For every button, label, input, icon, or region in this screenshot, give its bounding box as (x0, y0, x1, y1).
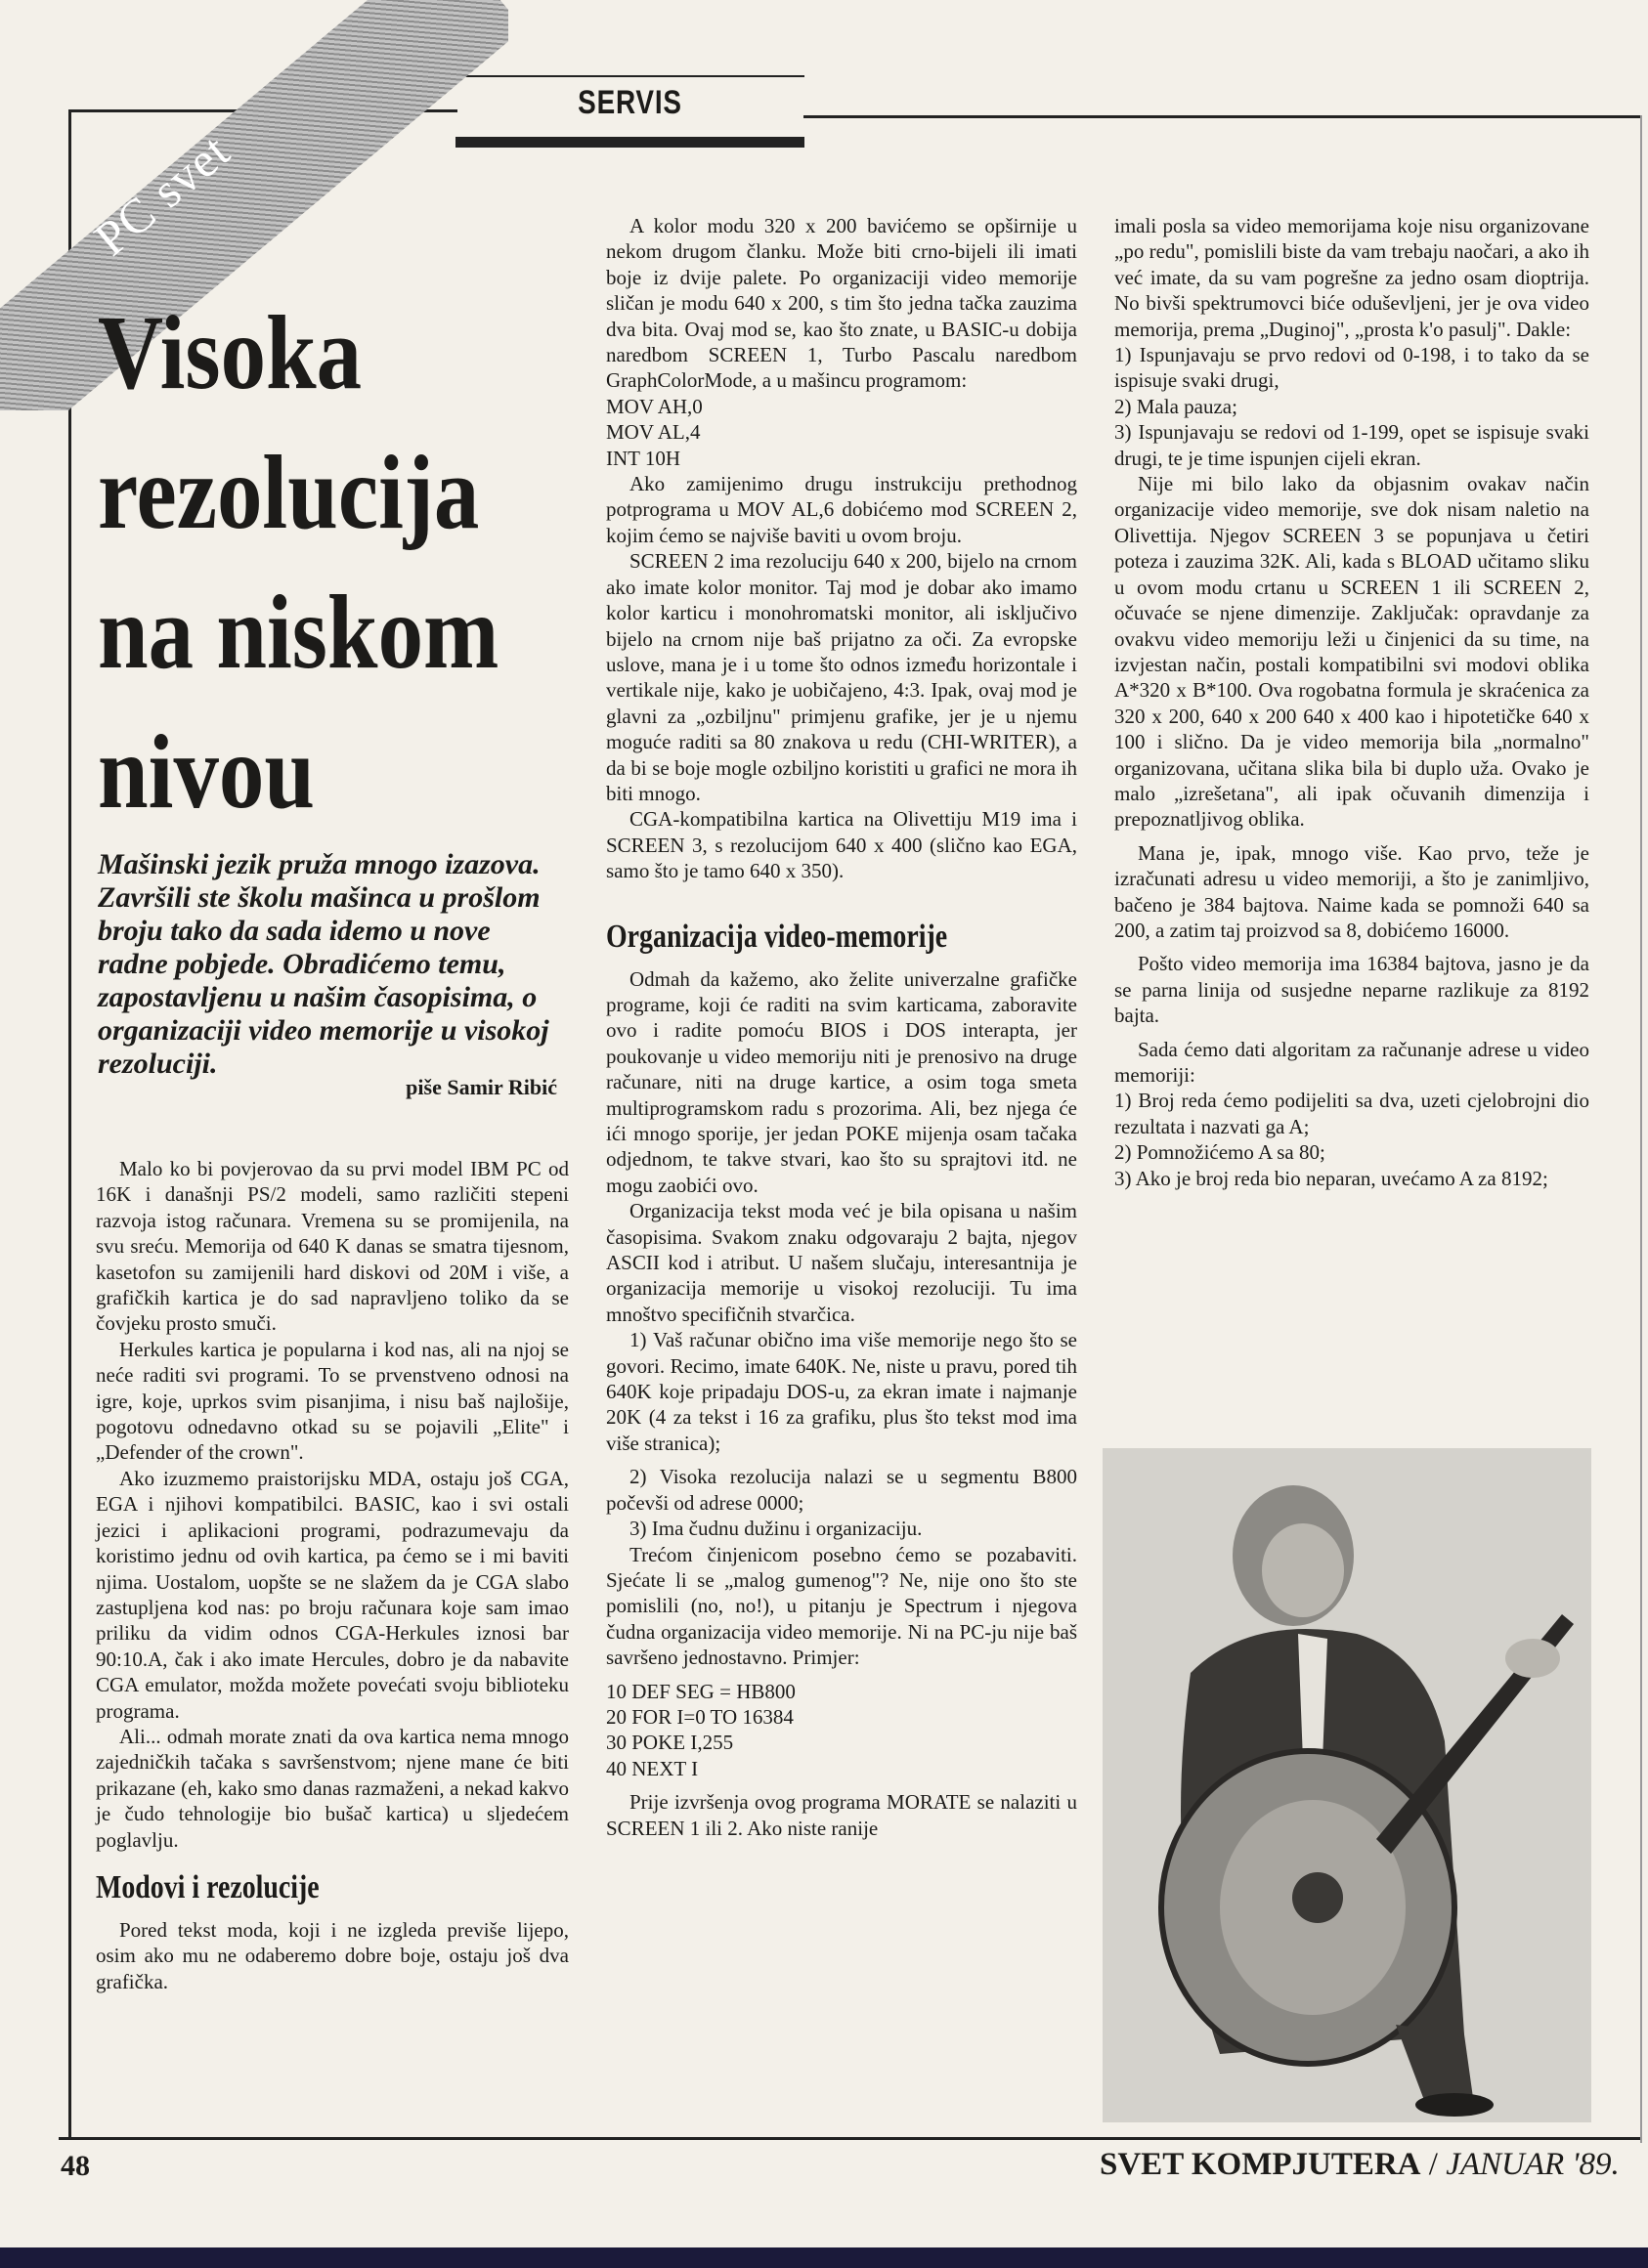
page-number: 48 (61, 2150, 90, 2182)
list-item: 1) Ispunjavaju se prvo redovi od 0-198, i to tako da se ispisuje svaki drugi, (1114, 343, 1589, 393)
paragraph: Sada ćemo dati algoritam za računanje adrese u video memoriji: (1114, 1037, 1589, 1087)
frame-top-rule-right (803, 115, 1642, 118)
frame-bottom-rule (59, 2137, 1642, 2140)
photo-man-with-guitar-icon (1103, 1448, 1591, 2122)
frame-left-rule (68, 109, 71, 2137)
headline-line: nivou (98, 714, 316, 831)
magazine-name: SVET KOMPJUTERA (1100, 2147, 1421, 2182)
headline (98, 283, 535, 842)
paragraph: Odmah da kažemo, ako želite univerzalne grafičke programe, koji će raditi na svim karticama, zaboravite ovo i radite pomoću BIOS i DOS interapta, jer poukovanje u video memoriju niti je prenosivo na druge računare, niti na druge kartice, a osim toga smeta multiprogramskom radu s prozorima. Ali, bez njega će ići mnogo sporije, jer jedan POKE mijenja osam tačaka odjednom, te takve stvari, kao što su sprajtovi itd. ne mogu zaobići ovo. (606, 966, 1077, 1197)
paragraph: A kolor modu 320 x 200 bavićemo se opširnije u nekom drugom članku. Može biti crno-bijeli ili imati boje iz dvije palete. Po organizaciji video memorije sličan je modu 640 x 200, s tim što jedna tačka zauzima dva bita. Ovaj mod se, kao što znate, u BASIC-u dobija naredbom SCREEN 1, Turbo Pascalu naredbom GraphColorMode, a u mašincu programom: (606, 214, 1077, 393)
paragraph: SCREEN 2 ima rezoluciju 640 x 200, bijelo na crnom ako imate kolor monitor. Taj mod je dobar ako imamo kolor karticu i monohromatski monitor, ali isključivo bijelo na crnom nije baš prijatno za oči. Za evropske uslove, mana je i u tome što odnos između horizontale i vertikale nije, kako je uobičajeno, 4:3. Ipak, ovaj mod je glavni za „ozbiljnu" primjenu grafike, jer je u njemu moguće raditi sa 80 znakova u redu (CHI-WRITER), a da bi se boje mogle ozbiljno koristiti u grafici ne mora ih biti mnogo. (606, 549, 1077, 805)
headline-line: na niskom (98, 575, 499, 691)
paragraph: 1) Vaš računar obično ima više memorije nego što se govori. Recimo, imate 640K. Ne, niste u pravu, pored tih 640K koje pripadaju DOS-u, za ekran imate i najmanje 20K (4 za tekst i 16 za grafiku, plus što tekst mod ima više stranica); (606, 1328, 1077, 1455)
corner-banner-text: PC svet (83, 122, 240, 267)
paragraph: 3) Ima čudnu dužinu i organizaciju. (629, 1517, 923, 1541)
magazine-footer (1100, 2147, 1620, 2183)
scan-bottom-band (0, 2247, 1648, 2268)
byline: piše Samir Ribić (406, 1075, 557, 1099)
code-line: 10 DEF SEG = HB800 (606, 1679, 796, 1703)
column-2 (606, 213, 1077, 1841)
paragraph: Ali... odmah morate znati da ova kartica nema mnogo zajedničkih tačaka s savršenstvom; njene mane će biti prikazane (eh, kako smo danas razmaženi, a nekad kakvo je čudo tehnologije bio bušač kartica) u sljedećem poglavlju. (96, 1724, 569, 1852)
page-right-edge (1640, 115, 1642, 2143)
list-item: 3) Ispunjavaju se redovi od 1-199, opet se ispisuje svaki drugi, te je time ispunjen cijeli ekran. (1114, 420, 1589, 470)
issue-date: JANUAR '89. (1446, 2147, 1620, 2182)
code-line: MOV AH,0 (606, 394, 703, 418)
headline-line: rezolucija (98, 435, 480, 551)
lead-paragraph: Mašinski jezik pruža mnogo izazova. Završili ste školu mašinca u prošlom broju tako da sada idemo u nove radne pobjede. Obradićemo temu, zapostavljenu u našim časopisima, o organizaciji video memorije u visokoj rezoluciji. (98, 848, 549, 1080)
code-line: 40 NEXT I (606, 1756, 699, 1780)
paragraph: Trećom činjenicom posebno ćemo se pozabaviti. Sjećate li se „malog gumenog"? Ne, nije ono što ste pomislili (no, no!), u pitanju je Spectrum i njegova čudna organizacija video memorije. Ni na PC-ju nije baš savršeno jednostavno. Primjer: (606, 1542, 1077, 1670)
paragraph: Mana je, ipak, mnogo više. Kao prvo, teže je izračunati adresu u video memoriji, a što je zanimljivo, bačeno je 384 bajtova. Naime kada se pomnoži 640 sa 200, a zatim taj proizvod sa 8, dobićemo 16000. (1114, 840, 1589, 942)
column-3 (1114, 213, 1589, 1191)
paragraph: Organizacija tekst moda već je bila opisana u našim časopisima. Svakom znaku odgovaraju 2 bajta, njegov ASCII kod i atribut. U našem slučaju, interesantnija je organizacija memorije u visokoj rezoluciji. Tu ima mnoštvo specifičnih stvarčica. (606, 1199, 1077, 1326)
list-item: 2) Pomnožićemo A sa 80; (1114, 1140, 1325, 1165)
paragraph: Pored tekst moda, koji i ne izgleda previše lijepo, osim ako mu ne odaberemo dobre boje, ostaju još dva grafička. (96, 1917, 569, 1993)
subheading: Organizacija video-memorije (606, 918, 948, 955)
code-line: INT 10H (606, 446, 681, 470)
photo-man-with-guitar (1103, 1448, 1591, 2122)
paragraph: Nije mi bilo lako da objasnim ovakav način organizacije video memorije, sve dok nisam naletio na Olivettija. Njegov SCREEN 3 se popunjava u četiri poteza i zauzima 32K. Ali, kada s BLOAD učitamo sliku u ovom modu crtanu u SCREEN 1 ili SCREEN 2, očuvaće se njene dimenzije. Zaključak: opravdanje za ovakvu video memoriju leži u činjenici da su time, na izvjestan način, postali kompatibilni svi modovi oblika A*320 x B*100. Ova rogobatna formula je skraćenica za 320 x 200, 640 x 200 640 x 400 kao i hipotetičke 640 x 100 i slično. Da je video memorija bila „normalno" organizovana, učitana slika bila bi duplo uža. Ovako je malo „izrešetana", ali ipak očuvanih dimenzija i prepoznatljivog oblika. (1114, 472, 1589, 832)
list-item: 3) Ako je broj reda bio neparan, uvećamo A za 8192; (1114, 1166, 1548, 1190)
paragraph: Malo ko bi povjerovao da su prvi model IBM PC od 16K i današnji PS/2 modeli, samo različiti stepeni razvoja istog računara. Vremena su se promijenila, na svu sreću. Memorija od 640 K danas se smatra tijesnom, kasetofon su zamijenili hard diskovi od 20M i više, a grafičkih kartica je do sad napravljeno toliko da se čovjeku prosto smuči. (96, 1157, 569, 1336)
paragraph: Ako izuzmemo praistorijsku MDA, ostaju još CGA, EGA i njihovi kompatibilci. BASIC, kao i svi ostali jezici i aplikacioni programi, podrazumevaju da koristimo jednu od ovih kartica, pa ćemo se i mi baviti njima. Uostalom, uopšte se ne slažem da je CGA slabo zastupljena kod nas: po broju računara koje sam imao priliku da vidim odnos CGA-Herkules iznosi bar 90:10.A, čak i ako imate Hercules, dobro je da nabavite CGA emulator, možda možete povećati svoju biblioteku programa. (96, 1466, 569, 1723)
paragraph: Herkules kartica je popularna i kod nas, ali na njoj se neće raditi svi programi. To se prvenstveno odnosi na igre, koje, uprkos svim pisanjima, i nisu baš najlošije, pogotovu odnedavno otkad su se pojavili „Elite" i „Defender of the crown". (96, 1337, 569, 1465)
paragraph: Pošto video memorija ima 16384 bajtova, jasno je da se parna linija od susjedne neparne razlikuje za 8192 bajta. (1114, 952, 1589, 1028)
section-label: SERVIS (578, 84, 682, 121)
list-item: 2) Mala pauza; (1114, 394, 1237, 418)
code-line: 20 FOR I=0 TO 16384 (606, 1704, 794, 1729)
paragraph: Prije izvršenja ovog programa MORATE se nalaziti u SCREEN 1 ili 2. Ako niste ranije (606, 1790, 1077, 1840)
column-1 (96, 1156, 569, 1994)
paragraph: Ako zamijenimo drugu instrukciju prethodnog potprograma u MOV AL,6 dobićemo mod SCREEN 2, kojim ćemo se najviše baviti u ovom broju. (606, 472, 1077, 547)
paragraph: 2) Visoka rezolucija nalazi se u segmentu B800 počevši od adrese 0000; (606, 1465, 1077, 1515)
code-line: 30 POKE I,255 (606, 1731, 734, 1755)
paragraph: CGA-kompatibilna kartica na Olivettiju M19 ima i SCREEN 3, s rezolucijom 640 x 400 (slično kao EGA, samo što je tamo 640 x 350). (606, 807, 1077, 883)
list-item: 1) Broj reda ćemo podijeliti sa dva, uzeti cjelobrojni dio rezultata i nazvati ga A; (1114, 1089, 1589, 1138)
code-line: MOV AL,4 (606, 420, 701, 445)
headline-line: Visoka (98, 295, 363, 411)
paragraph: imali posla sa video memorijama koje nisu organizovane „po redu", pomislili biste da vam trebaju naočari, a ako ih već imate, da su vam pogrešne za jedno osam dioptrija. No bivši spektrumovci biće oduševljeni, jer je ova video memorija, prema „Duginoj", „prosta k'o pasulj". Dakle: (1114, 214, 1589, 341)
subheading: Modovi i rezolucije (96, 1868, 320, 1905)
footer-separator: / (1428, 2147, 1438, 2182)
